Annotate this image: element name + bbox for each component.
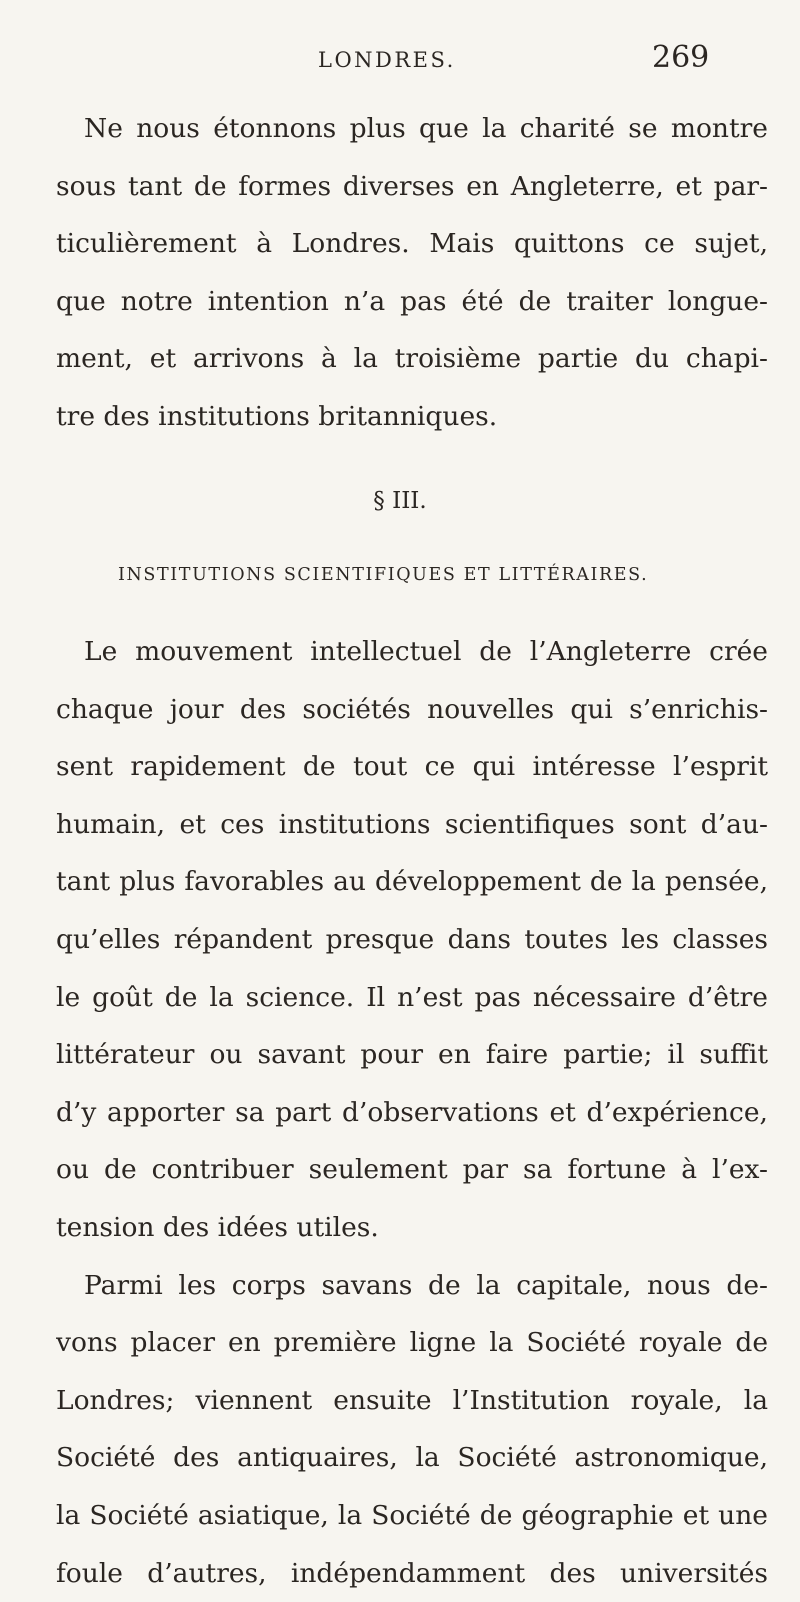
page-number: 269 [652,40,709,75]
running-title: LONDRES. [318,48,456,72]
text-line: que notre intention n’a pas été de traiter longue- [56,273,768,331]
text-line: humain, et ces institutions scientifiques sont d’au- [56,796,768,854]
text-line: ou de contribuer seulement par sa fortune à l’ex- [56,1141,768,1199]
text-line: vons placer en première ligne la Société royale de [56,1314,768,1372]
text-line: chaque jour des sociétés nouvelles qui s’enrichis- [56,681,768,739]
text-line: qu’elles répandent presque dans toutes les classes [56,911,768,969]
section-title: INSTITUTIONS SCIENTIFIQUES ET LITTÉRAIRES. [118,565,640,585]
text-line: Le mouvement intellectuel de l’Angleterre crée [56,623,768,681]
text-line: la Société asiatique, la Société de géographie et une [56,1487,768,1545]
text-line: Société des antiquaires, la Société astronomique, [56,1429,768,1487]
paragraph-1 [56,100,768,446]
text-line: Ne nous étonnons plus que la charité se montre [56,100,768,158]
text-line: foule d’autres, indépendamment des universités [56,1545,768,1602]
text-line: tre des institutions britanniques. [56,388,768,446]
text-line: sous tant de formes diverses en Angleterre, et par- [56,158,768,216]
text-line: ticulièrement à Londres. Mais quittons ce sujet, [56,215,768,273]
paragraph-2 [56,623,768,1602]
page-header [0,30,800,74]
text-line: Parmi les corps savans de la capitale, nous de- [56,1257,768,1315]
text-line: Londres; viennent ensuite l’Institution royale, la [56,1372,768,1430]
text-line: tant plus favorables au développement de la pensée, [56,853,768,911]
text-line: littérateur ou savant pour en faire partie; il suffit [56,1026,768,1084]
text-line: tension des idées utiles. [56,1199,768,1257]
text-line: le goût de la science. Il n’est pas nécessaire d’être [56,969,768,1027]
text-line: sent rapidement de tout ce qui intéresse l’esprit [56,738,768,796]
section-number: § III. [0,488,800,514]
text-line: ment, et arrivons à la troisième partie du chapi- [56,330,768,388]
text-line: d’y apporter sa part d’observations et d’expérience, [56,1084,768,1142]
